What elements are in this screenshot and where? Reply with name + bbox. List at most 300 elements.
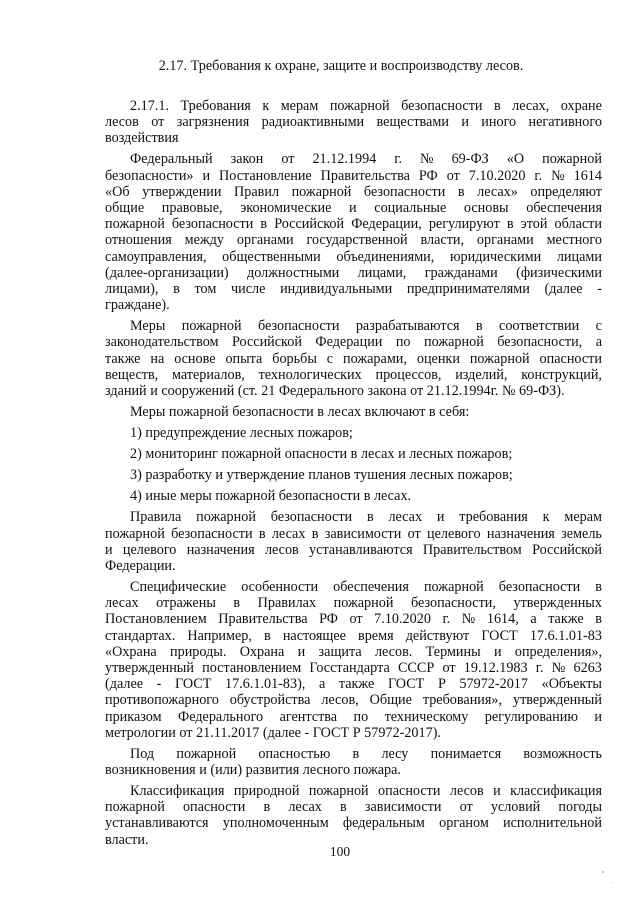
word: также (548, 611, 584, 628)
word: Р (437, 676, 446, 693)
word: Специфические (130, 579, 227, 596)
word: пожарной (423, 334, 484, 351)
word: от (459, 799, 473, 816)
word: (далее (105, 676, 144, 693)
word: 17.6.1.01-83), (224, 676, 306, 693)
word: индивидуальными (280, 280, 393, 297)
word: Правил (234, 183, 280, 200)
word: материалов, (171, 366, 245, 383)
word: - (156, 676, 162, 693)
word: Общие (369, 692, 412, 709)
word: с (326, 350, 334, 367)
text-line-content: метрологии от 21.11.2017 (далее - ГОСТ Р 57972-2017). (105, 724, 441, 741)
word: г. (535, 660, 544, 677)
text-line (105, 232, 602, 248)
word: действуют (405, 627, 470, 644)
text-line-content: Федерации. (105, 558, 176, 574)
word: 1614 (573, 167, 602, 184)
word: Например, (187, 627, 252, 644)
word: процессов, (375, 366, 442, 383)
word: Федерации, (351, 216, 422, 233)
text-line (105, 130, 602, 146)
word: негативного (528, 114, 602, 131)
word: 7.10.2020 (468, 167, 526, 184)
word: Правительством (422, 541, 522, 558)
word: Под (130, 745, 155, 762)
word: между (184, 232, 224, 249)
word: лицами), (105, 280, 159, 297)
word: лесов. (374, 643, 413, 660)
text-line (105, 200, 602, 216)
word: опасности (378, 783, 441, 800)
text-line (105, 595, 602, 611)
word: в (233, 595, 241, 612)
word: ГОСТ (174, 676, 212, 693)
word: пожарной (308, 783, 369, 800)
list-item-text: 3) разработку и утверждение планов тушения лесных пожаров; (130, 467, 513, 484)
word: требования», (422, 692, 503, 709)
word: регулированию (484, 708, 578, 725)
word: органом (439, 815, 489, 832)
word: приказом (105, 708, 162, 725)
word: экономические (240, 200, 332, 217)
text-line (105, 762, 602, 778)
text-line (130, 783, 602, 799)
word: а (530, 611, 537, 628)
text-line (105, 644, 602, 660)
word: мерам (564, 509, 602, 526)
word: лесов, (321, 692, 359, 709)
word: к (262, 98, 270, 114)
word: отношения (105, 232, 172, 249)
text-line-content: воздействия (105, 130, 179, 147)
list-item-text: 1) предупреждение лесных пожаров; (130, 425, 353, 442)
text-line (105, 297, 602, 313)
word: г. (442, 611, 451, 628)
word: лесах (288, 799, 322, 816)
word: № (461, 611, 476, 628)
text-line (105, 709, 602, 725)
list-item-text: 4) иные меры пожарной безопасности в лесах. (130, 488, 412, 505)
word: Термины (425, 643, 481, 660)
word: пожарной (423, 579, 484, 596)
word: ГОСТ (481, 627, 518, 644)
word: Классификация (130, 783, 225, 800)
word: пожарной (542, 151, 602, 168)
word: земель (561, 525, 602, 542)
word: от (349, 611, 363, 628)
word: и (297, 643, 306, 660)
word: утвержденный (513, 692, 602, 709)
word: пожарной (181, 318, 242, 335)
word: в (595, 579, 602, 596)
word: 17.6.1.01-83 (529, 627, 602, 644)
word: и (436, 509, 445, 526)
word: обеспечения (526, 200, 602, 217)
word: от (407, 525, 421, 542)
word: закон (230, 151, 264, 168)
word: лицами (556, 248, 602, 265)
word: пожарной (105, 525, 165, 542)
word: Федеральный (130, 151, 213, 168)
word: лесах» (477, 183, 518, 200)
word: время (358, 627, 394, 644)
word: Требования (180, 98, 251, 114)
word: борьбы (272, 350, 317, 367)
text-line (105, 611, 602, 627)
word: радиоактивными (261, 114, 365, 131)
word: на (150, 350, 165, 367)
word: загрязнения (176, 114, 250, 131)
word: самоуправления, (105, 248, 207, 265)
word: опасностью (258, 745, 331, 762)
text-line (105, 542, 602, 558)
text-line-content: граждане). (105, 297, 170, 314)
word: этой (520, 216, 548, 233)
word: утвержденный (105, 660, 194, 677)
word: пожарной (105, 799, 165, 816)
word: веществами (376, 114, 449, 131)
word: правовые, (161, 200, 223, 217)
word: (физическими (516, 264, 602, 281)
word: - (597, 280, 602, 297)
word: безопасности, (410, 595, 496, 612)
text-line-content: зданий и сооружений (ст. 21 Федерального закона от 21.12.1994г. № 69-ФЗ). (105, 382, 565, 399)
word: общественными (222, 248, 321, 265)
word: особенности (241, 579, 319, 596)
word: СССР (397, 660, 435, 677)
word: мерам (280, 98, 319, 114)
word: и (594, 708, 602, 725)
word: лесов (105, 114, 139, 131)
word: конструкций, (521, 366, 602, 383)
word: Федерального (178, 708, 264, 725)
word: в (475, 318, 483, 335)
word: РФ (319, 611, 338, 628)
text-line (130, 318, 602, 334)
word: пожарной (196, 509, 256, 526)
word: лесах, (512, 98, 550, 114)
word: основе (174, 350, 216, 367)
word: лесах (105, 595, 139, 612)
word: числе (231, 280, 266, 297)
text-line (105, 660, 602, 676)
word: г. (534, 167, 543, 184)
text-line-content: власти. (105, 831, 149, 848)
word: в (457, 183, 465, 200)
word: пожарной (105, 216, 165, 233)
word: от (281, 151, 295, 168)
text-line (105, 558, 602, 574)
word: социальные (374, 200, 447, 217)
word: общие (105, 200, 145, 217)
text-line (105, 383, 602, 399)
word: Российской (274, 216, 345, 233)
word: лесу (381, 745, 409, 762)
word: 19.12.1983 (463, 660, 528, 677)
word: (далее (544, 280, 583, 297)
word: пожарной (469, 350, 530, 367)
word: назначения (486, 525, 555, 542)
list-item (130, 425, 602, 441)
word: в (311, 525, 319, 542)
word: обеспечения (333, 579, 409, 596)
word: лесов (449, 783, 484, 800)
text-line (105, 334, 602, 350)
word: определяют (530, 183, 602, 200)
word: Правительства (320, 167, 410, 184)
word: № (420, 151, 434, 168)
word: органами (236, 232, 294, 249)
text-line (130, 509, 602, 525)
text-line (105, 799, 602, 815)
word: безопасности (363, 183, 446, 200)
word: 21.12.1994 (312, 151, 377, 168)
word: безопасности» (105, 167, 194, 184)
word: 69-ФЗ (451, 151, 489, 168)
word: гражданами (424, 264, 498, 281)
text-line (105, 676, 602, 692)
word: в (352, 745, 360, 762)
word: в (258, 525, 266, 542)
word: предпринимателями (406, 280, 530, 297)
text-line (105, 351, 602, 367)
text-line (105, 628, 602, 644)
word: власти, (420, 232, 465, 249)
word: веществ, (105, 366, 159, 383)
word: а (595, 334, 602, 351)
word: безопасности (270, 509, 353, 526)
word: Российской (532, 541, 602, 558)
word: от (442, 660, 456, 677)
text-line (105, 725, 602, 741)
word: безопасности (401, 98, 483, 114)
text-line (105, 815, 602, 831)
text-line (105, 216, 602, 232)
word: к (542, 509, 550, 526)
word: государственной (306, 232, 408, 249)
body-text (105, 98, 602, 848)
word: настоящее (282, 627, 346, 644)
word: в (506, 216, 514, 233)
text-line (130, 579, 602, 595)
word: в (264, 627, 271, 644)
word: Правила (130, 509, 182, 526)
word: также (105, 350, 141, 367)
word: стандартах. (105, 627, 176, 644)
word: условий (490, 799, 541, 816)
word: Правительства (218, 611, 308, 628)
list-item (130, 467, 602, 483)
word: зависимости (324, 525, 402, 542)
word: (далее-организации) (105, 264, 229, 281)
word: оценки (416, 350, 460, 367)
word: и (461, 114, 469, 131)
word: отражены (156, 595, 216, 612)
word: юридическими (449, 248, 542, 265)
word: в (263, 799, 271, 816)
word: техническому (384, 708, 469, 725)
text-line (105, 184, 602, 200)
word: устанавливаются (309, 541, 413, 558)
word: в (494, 98, 501, 114)
word: безопасности (171, 216, 254, 233)
word: пожарной (333, 595, 394, 612)
word: защита (318, 643, 362, 660)
word: в (260, 216, 268, 233)
word: опасности (182, 799, 246, 816)
word: безопасности (171, 525, 253, 542)
word: целевого (427, 525, 481, 542)
text-line (105, 526, 602, 542)
word: пожарной (176, 745, 237, 762)
text-line (105, 114, 602, 130)
text-line (105, 265, 602, 281)
word: устанавливаются (105, 815, 209, 832)
section-title: 2.17. Требования к охране, защите и воспроизводству лесов. (158, 58, 524, 74)
word: том (194, 280, 217, 297)
word: «Об (105, 183, 130, 200)
word: Охрана (239, 643, 285, 660)
page-number: 100 (329, 844, 351, 859)
list-item (130, 446, 602, 462)
text-line (105, 281, 602, 297)
word: классификация (510, 783, 602, 800)
word: понимается (430, 745, 502, 762)
word: природной (233, 783, 300, 800)
word: изделий, (455, 366, 508, 383)
list-item (130, 488, 602, 504)
word: 7.10.2020 (374, 611, 431, 628)
scan-speck (602, 871, 604, 873)
word: регулируют (428, 216, 500, 233)
word: в (366, 509, 374, 526)
word: 57972-2017 (459, 676, 528, 693)
word: лесах (388, 509, 423, 526)
word: агентства (279, 708, 338, 725)
word: противопожарного (105, 692, 219, 709)
list-item-text: 2) мониторинг пожарной опасности в лесах и лесных пожаров; (130, 446, 513, 463)
word: и (349, 200, 357, 217)
word: области (554, 216, 602, 233)
word: целевого (122, 541, 177, 558)
word: обустройства (229, 692, 311, 709)
text-line-content: Меры пожарной безопасности в лесах включают в себя: (130, 404, 470, 421)
word: уполномоченным (222, 815, 329, 832)
word: назначения (186, 541, 255, 558)
text-line-content: возникновения и (или) развития лесного пожара. (105, 762, 401, 779)
word: также (338, 676, 375, 693)
word: технологических (258, 366, 362, 383)
word: охране (560, 98, 602, 114)
word: органами (476, 232, 534, 249)
word: разрабатываются (355, 318, 460, 335)
word: федеральным (342, 815, 425, 832)
word: постановлением (202, 660, 302, 677)
text-line (105, 168, 602, 184)
scan-speck (611, 882, 612, 883)
word: возможность (523, 745, 602, 762)
word: Госстандарта (309, 660, 390, 677)
word: и (202, 167, 211, 184)
word: лесов (264, 541, 299, 558)
word: утверждении (142, 183, 222, 200)
text-line (105, 692, 602, 708)
word: от (151, 114, 165, 131)
word: безопасности, (497, 334, 583, 351)
word: № (551, 167, 565, 184)
word: лицами, (357, 264, 407, 281)
word: соответствии (499, 318, 580, 335)
word: пожарной (329, 98, 390, 114)
word: Российской (232, 334, 302, 351)
word: определения», (514, 643, 602, 660)
word: а (318, 676, 326, 693)
word: и (493, 643, 502, 660)
word: № (551, 660, 566, 677)
word: «Охрана (105, 643, 157, 660)
word: г. (394, 151, 403, 168)
word: требования (459, 509, 528, 526)
word: зависимости (364, 799, 442, 816)
word: иного (481, 114, 517, 131)
word: опасности (539, 350, 602, 367)
word: местного (546, 232, 602, 249)
word: Постановлением (105, 611, 207, 628)
text-line (105, 367, 602, 383)
word: безопасности (498, 579, 581, 596)
word: безопасности (257, 318, 340, 335)
text-line (130, 98, 602, 114)
word: природы. (170, 643, 227, 660)
word: РФ (418, 167, 438, 184)
word: «Объекты (541, 676, 602, 693)
word: с (595, 318, 602, 335)
word: исполнительной (503, 815, 602, 832)
word: 2.17.1. (130, 98, 170, 114)
word: и (105, 541, 113, 558)
word: должностными (247, 264, 340, 281)
word: в (340, 799, 347, 816)
word: Правилах (257, 595, 317, 612)
word: «О (506, 151, 525, 168)
word: объединениями, (336, 248, 435, 265)
word: от (446, 167, 460, 184)
word: пожарной (291, 183, 352, 200)
text-line (130, 151, 602, 167)
text-line (130, 746, 602, 762)
word: пожарами, (343, 350, 407, 367)
word: Федерации (315, 334, 383, 351)
word: ГОСТ (387, 676, 425, 693)
word: в (595, 611, 602, 628)
text-line (105, 249, 602, 265)
word: лесах (271, 525, 306, 542)
text-line (130, 404, 602, 420)
word: законодательством (105, 334, 219, 351)
word: 1614, (486, 611, 519, 628)
word: погоды (558, 799, 602, 816)
word: по (353, 708, 369, 725)
word: Постановление (219, 167, 312, 184)
word: утвержденных (513, 595, 602, 612)
word: основы (463, 200, 509, 217)
word: опыта (225, 350, 263, 367)
word: Меры (130, 318, 166, 335)
word: 6263 (573, 660, 602, 677)
word: по (395, 334, 411, 351)
word: и (493, 783, 501, 800)
